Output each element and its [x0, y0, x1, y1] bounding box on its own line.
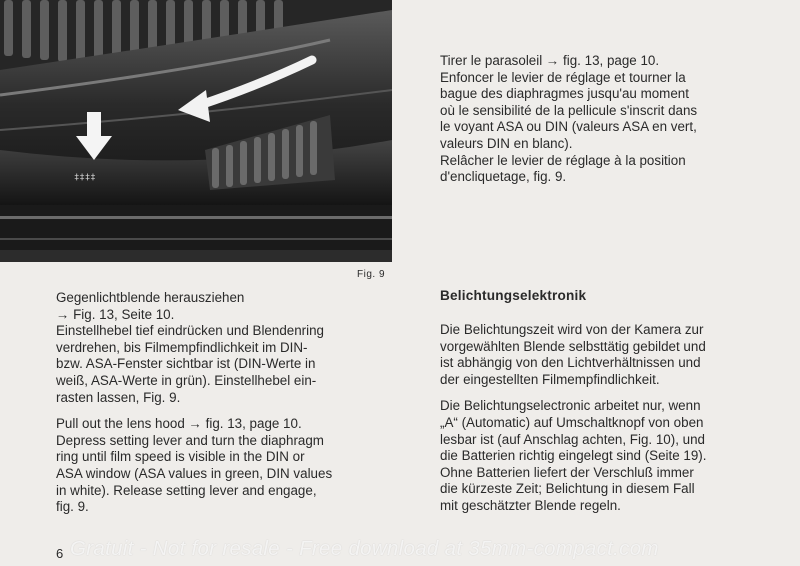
text-line: ASA window (ASA values in green, DIN values	[56, 465, 333, 481]
text-line: Ohne Batterien liefert der Verschluß immer	[440, 464, 694, 480]
text-line: Pull out the lens hood → fig. 13, page 10.	[56, 416, 302, 432]
text-line: vorgewählten Blende selbsttätig gebildet und	[440, 338, 706, 354]
german-instructions	[56, 290, 393, 406]
watermark: Gratuit - Not for resale - Free download at 35mm-compact.com	[70, 537, 659, 560]
exposure-electronics-text	[440, 322, 774, 515]
text-line: der eingestellten Filmempfindlichkeit.	[440, 371, 660, 387]
text-line: die Batterien richtig eingelegt sind (Seite 19).	[440, 448, 707, 464]
text-line: bague des diaphragmes jusqu'au moment	[440, 86, 689, 102]
text-line: bzw. ASA-Fenster sichtbar ist (DIN-Werte in	[56, 356, 316, 372]
paragraph	[440, 398, 774, 514]
text-line: ist abhängig von den Lichtverhältnissen und	[440, 355, 701, 371]
text-line: lesbar ist (auf Anschlag achten, Fig. 10), und	[440, 431, 705, 447]
text-line: Tirer le parasoleil → fig. 13, page 10.	[440, 53, 660, 68]
text-line: → Fig. 13, Seite 10.	[56, 306, 175, 322]
text-line: Enfoncer le levier de réglage et tourner la	[440, 69, 686, 85]
text-line: mit geschätzter Blende regeln.	[440, 497, 621, 513]
figure-9-photo	[0, 0, 392, 262]
scale-marking: ‡‡‡‡	[74, 173, 96, 183]
text-line: Die Belichtungselectronic arbeitet nur, wenn	[440, 398, 701, 414]
text-line: le voyant ASA ou DIN (valeurs ASA en vert,	[440, 119, 697, 135]
lens-illustration	[0, 0, 392, 262]
paragraph	[440, 322, 774, 388]
text-line: Die Belichtungszeit wird von der Kamera zur	[440, 322, 704, 337]
text-line: Einstellhebel tief eindrücken und Blendenring	[56, 323, 324, 339]
text-line: où le sensibilité de la pellicule s'inscrit dans	[440, 102, 698, 118]
text-line: die kürzeste Zeit; Belichtung in diesem Fall	[440, 481, 695, 497]
text-line: in white). Release setting lever and engage,	[56, 482, 317, 498]
text-line: Gegenlichtblende herausziehen	[56, 290, 245, 305]
text-line: verdrehen, bis Filmempfindlichkeit im DIN-	[56, 339, 308, 355]
text-line: valeurs DIN en blanc).	[440, 135, 573, 151]
text-line: d'encliquetage, fig. 9.	[440, 169, 567, 185]
text-line: ring until film speed is visible in the DIN or	[56, 449, 305, 465]
page-number: 6	[56, 546, 64, 561]
english-instructions	[56, 416, 393, 516]
section-heading: Belichtungselektronik	[440, 288, 587, 303]
text-line: rasten lassen, Fig. 9.	[56, 389, 181, 405]
text-line: „A“ (Automatic) auf Umschaltknopf von oben	[440, 414, 704, 430]
text-line: Relâcher le levier de réglage à la position	[440, 152, 686, 168]
text-line: Depress setting lever and turn the diaphragm	[56, 432, 324, 448]
left-column	[56, 290, 393, 516]
text-line: weiß, ASA-Werte in grün). Einstellhebel ein-	[56, 372, 317, 388]
text-line: fig. 9.	[56, 499, 89, 515]
figure-caption: Fig. 9	[357, 269, 386, 280]
french-instructions	[440, 53, 774, 186]
